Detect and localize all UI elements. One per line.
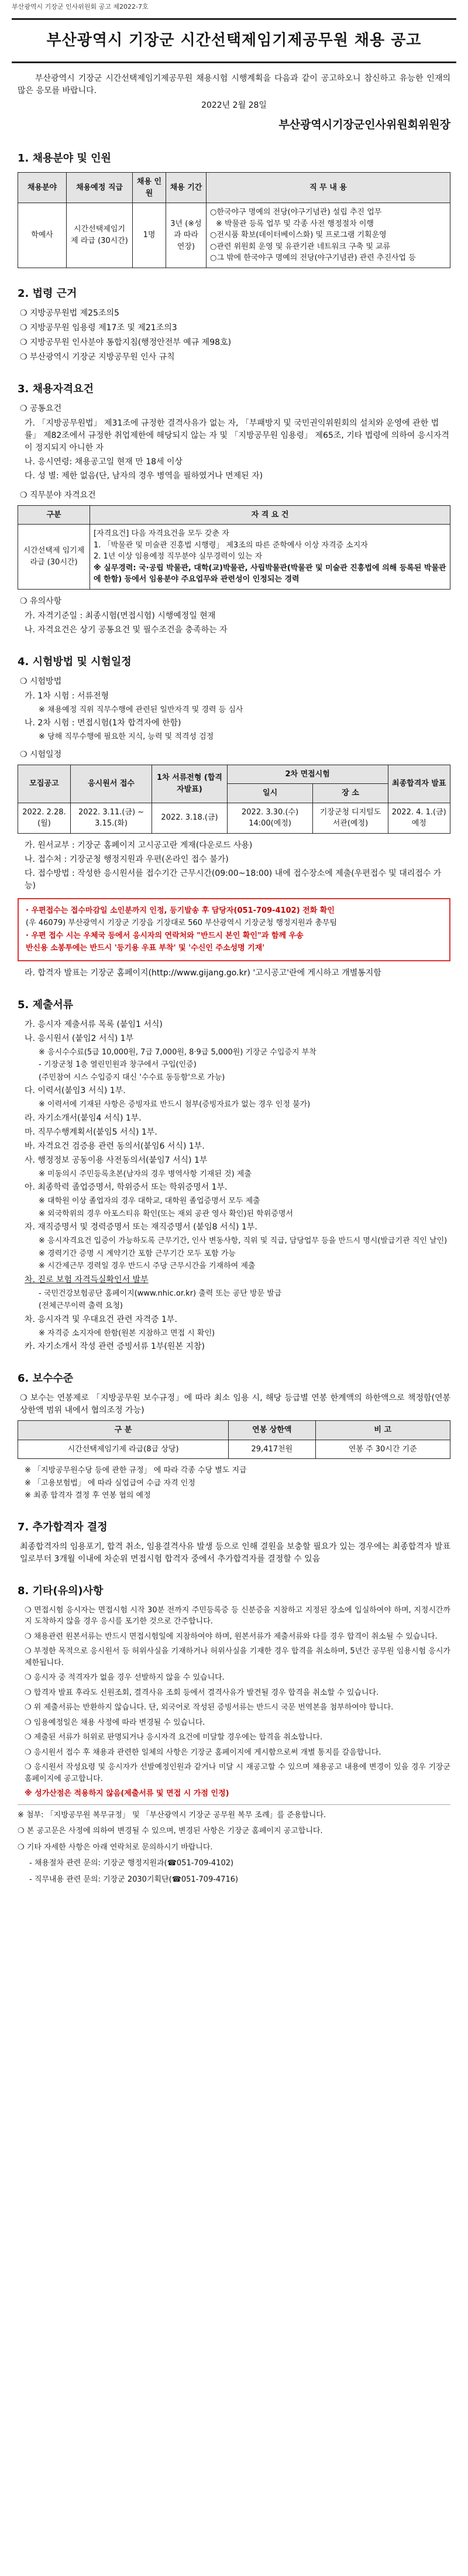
warn-line: 반신용 소봉투에는 반드시 '등기용 우표 부착' 및 '수신인 주소성명 기재' [26,944,265,953]
period-cell: 3년 (※성과 따라 연장) [166,203,207,268]
section-7-title: 7. 추가합격자 결정 [18,1520,108,1533]
notice-item: ❍ 응시자 중 적격자가 없을 경우 선발하지 않을 수 있습니다. [25,1673,225,1682]
field-cell: 학예사 [18,203,67,268]
salary-table [18,1420,450,1459]
result-notice: 라. 합격자 발표는 기장군 홈페이지(http://www.gijang.go.kr) '고시공고'란에 게시하고 개별통지함 [25,968,381,978]
duty-line: ○한국야구 명예의 전당(야구기념관) 설립 추진 업무 [210,208,382,217]
doc-note: ※ 자격증 소지자에 한함(원본 지참하고 면접 시 확인) [39,1328,215,1338]
intro-text: 부산광역시 기장군 시간선택제임기제공무원 채용시험 시행계획을 다음과 같이 공고하오니 참신하고 유능한 인재의 많은 응모를 바랍니다. [18,73,450,95]
method-note: ※ 채용예정 직위 직무수행에 관련된 일반자격 및 경력 등 심사 [39,705,243,714]
req-line: 2. 1년 이상 임용예정 직무분야 실무경력이 있는 자 [94,552,263,561]
apply-note: 가. 원서교부 : 기장군 홈페이지 고시공고란 게재(다운로드 사용) [25,840,253,850]
notice-item: ❍ 채용관련 원본서류는 반드시 면접시험일에 지참하여야 하며, 원본서류가 제출서류와 다를 경우 합격이 취소될 수 있습니다. [25,1632,438,1641]
duty-line: ○그 밖에 한국야구 명예의 전당(야구기념관) 관련 추진사업 등 [210,254,416,262]
notice-item: ❍ 위 제출서류는 반환하지 않습니다. 단, 외국어로 작성된 증빙서류는 반드시 국문 번역본을 첨부하여야 합니다. [25,1703,394,1712]
section-2-title: 2. 법령 근거 [18,287,77,300]
warn-line: (우 46079) 부산광역시 기장군 기장읍 기장대로 560 부산광역시 기장군청 행정지원과 총무팀 [26,919,338,927]
doc-note: (전체근무이력 출력 요청) [39,1301,123,1310]
schedule-cell: 2022. 3.11.(금) ~ 3.15.(화) [70,803,152,833]
section-4-title: 4. 시험방법 및 시험일정 [18,655,132,668]
rank-cell: 시간선택제임기제 라급 (30시간) [67,203,133,268]
footer-line: ※ 첨부: 「지방공무원 복무규정」 및 「부산광역시 기장군 공무원 복무 조례」를 준용합니다. [18,1804,450,1821]
col-header: 채용예정 직급 [67,173,133,203]
section-5-title: 5. 제출서류 [18,998,74,1011]
agency-name: 부산광역시기장군인사위원회위원장 [278,118,450,131]
law-item: ❍ 지방공무원 임용령 제17조 및 제21조의3 [20,323,177,333]
doc-item: 차. 진로 보험 자격득실확인서 발부 [25,1275,149,1284]
doc-note: ※ 응시자격요건 입증이 가능하도록 근무기간, 인사 변동사항, 직위 및 직급, 담당업무 등을 반드시 명시(발급기관 직인 날인) [39,1236,448,1245]
doc-header: 부산광역시 기장군 인사위원회 공고 제2022-7호 [12,3,149,11]
col-header: 모집공고 [18,765,71,803]
col-header: 구분 [18,505,90,525]
notice-item: ❍ 합격자 발표 후라도 신원조회, 결격사유 조회 등에서 결격사유가 발견될 경우 합격을 취소할 수 있습니다. [25,1688,379,1697]
method-item: 가. 1차 시험 : 서류전형 [25,691,109,701]
col-header: 연봉 상한액 [229,1421,315,1440]
doc-item: 마. 직무수행계획서(붙임5 서식) 1부. [25,1127,157,1137]
doc-item: 라. 자기소개서(붙임4 서식) 1부. [25,1113,142,1123]
req-line: [자격요건] 다음 자격요건을 모두 갖춘 자 [94,529,229,538]
doc-item: 카. 자기소개서 작성 관련 증빙서류 1부(원본 지참) [25,1342,205,1351]
doc-item: 자. 재직증명서 및 경력증명서 또는 재직증명서 (붙임8 서식) 1부. [25,1222,257,1232]
apply-note: 나. 접수처 : 기장군청 행정지원과 우편(온라인 접수 불가) [25,854,229,864]
salary-cell: 연봉 주 30시간 기준 [315,1440,450,1459]
common-req-title: ❍ 공통요건 [20,403,62,413]
law-item: ❍ 부산광역시 기장군 지방공무원 인사 규칙 [20,352,175,362]
contact-line: - 직무내용 관련 문의: 기장군 2030기획단(☎051-709-4716) [29,1875,239,1884]
method-item: 나. 2차 시험 : 면접시험(1차 합격자에 한함) [25,718,181,728]
doc-item: 다. 이력서(붙임3 서식) 1부. [25,1086,126,1095]
req-line: ※ 실무경력: 국·공립 박물관, 대학(교)박물관, 사립박물관(박물관 및 미술관 진흥법에 의해 등록된 박물관에 한함) 등에서 임용분야 주요업무와 관련성이 인정되는 경력 [94,563,446,584]
salary-cell: 시간선택제임기제 라급(8급 상당) [18,1440,229,1459]
req-detail-cell [90,525,450,590]
col-header: 직 무 내 용 [207,173,450,203]
doc-note: - 기장군청 1층 열린민원과 창구에서 구입(인증) [39,1060,197,1069]
doc-note: ※ 응시수수료(5급 10,000원, 7급 7,000원, 8·9급 5,000원) 기장군 수입증지 부착 [39,1047,316,1057]
salary-cell: 29,417천원 [229,1440,315,1459]
doc-note: ※ 이력서에 기재된 사항은 증빙자료 반드시 첨부(증빙자료가 없는 경우 인정 불가) [39,1100,311,1109]
notice-item: 가. 자격기준일 : 최종시험(면접시험) 시행예정일 현재 [25,611,216,621]
doc-note: - 국민건강보험공단 홈페이지(www.nhic.or.kr) 출력 또는 공단 방문 발급 [39,1289,282,1298]
doc-item: 사. 행정정보 공동이용 사전동의서(붙임7 서식) 1부 [25,1155,208,1165]
salary-note: ※ 「고용보험법」 에 따라 실업급여 수급 자격 인정 [25,1478,195,1488]
doc-note: ※ 대학원 이상 졸업자의 경우 대학교, 대학원 졸업증명서 모두 제출 [39,1197,260,1205]
col-header: 구 분 [18,1421,229,1440]
notice-item: ❍ 부정한 목적으로 응시원서 등 허위사실을 기재하거나 허위사실을 기재한 경우 합격을 취소하며, 5년간 공무원 임용시험 응시가 제한됩니다. [25,1647,450,1667]
col-header: 응시원서 접수 [70,765,152,803]
salary-text: ❍ 보수는 연봉제로 「지방공무원 보수규정」에 따라 최소 임용 시, 해당 등급별 연봉 한계액의 하한액으로 책정함(연봉 상한액 범위 내에서 협의조정 가능) [20,1393,450,1415]
doc-item: 가. 응시자 제출서류 목록 (붙임1 서식) [25,1019,163,1029]
col-header: 2차 면접시험 [227,765,388,784]
schedule-cell: 2022. 2.28.(월) [18,803,71,833]
contact-line: - 채용절차 관련 문의: 기장군 행정지원과(☎051-709-4102) [29,1859,234,1868]
doc-note: (주민참여 시스 수입증지 대신 '수수료 동등함'으로 가능) [39,1073,225,1082]
common-req: 가. 「지방공무원법」 제31조에 규정한 결격사유가 없는 자, 「부패방지 및 국민권익위원회의 설치와 운영에 관한 법률」 제82조에서 규정한 취업제한에 해당되지 않는 자 및 「지방공무원 임용령」 제65조, 기타 법령에 의하여 응시자격이 정지되지 아니한 자 [25,418,449,453]
doc-item: 나. 응시원서 (붙임2 서식) 1부 [25,1033,134,1043]
schedule-cell: 2022. 3.30.(수) 14:00(예정) [227,803,313,833]
col-header: 채용분야 [18,173,67,203]
mail-warning-box [18,898,450,961]
warn-line: · 우편 접수 시는 우체국 등에서 응시자의 연락처와 "반드시 본인 확인"과 함께 우송 [26,931,304,940]
sub-header: 일시 [227,784,313,803]
schedule-cell: 2022. 3.18.(금) [152,803,227,833]
notice-item: ❍ 면접시험 응시자는 면접시험 시작 30분 전까지 주민등록증 등 신분증을 지참하고 지정된 장소에 입실하여야 하며, 지정시간까지 도착하지 않을 경우 응시를 포기한 것으로 간주합니다. [25,1605,450,1626]
notice-list [12,1605,456,1800]
sub-header: 장 소 [313,784,388,803]
law-item: ❍ 지방공무원법 제25조의5 [20,308,119,318]
notice-item: ※ 성가산점은 적용하지 않음(제출서류 및 면접 시 가점 인정) [25,1789,229,1798]
req-field-cell: 시간선택제 임기제 라급 (30시간) [18,525,90,590]
footer-line: ❍ 본 공고문은 사정에 의하여 변경될 수 있으며, 변경된 사항은 기장군 홈페이지 공고합니다. [18,1827,323,1835]
doc-item: 바. 자격요건 검증용 관련 동의서(붙임6 서식) 1부. [25,1141,205,1151]
method-note: ※ 당해 직무수행에 필요한 지식, 능력 및 적격성 검정 [39,732,214,741]
section-1-title: 1. 채용분야 및 인원 [18,152,111,165]
duty-line: ○전시품 확보(데이터베이스화) 및 프로그램 기획운영 [210,231,387,239]
job-req-title: ❍ 직무분야 자격요건 [20,490,96,500]
count-cell: 1명 [133,203,166,268]
salary-note: ※ 「지방공무원수당 등에 관한 규정」 에 따라 각종 수당 별도 지급 [25,1466,247,1475]
schedule-title: ❍ 시험일정 [20,749,62,759]
duty-line: ○관련 위원회 운영 및 유관기관 네트워크 구축 및 교류 [210,242,391,251]
additional-pass-text: 최종합격자의 임용포기, 합격 취소, 임용결격사유 발생 등으로 인해 결원을 보충할 필요가 있는 경우에는 최종합격자 발표일로부터 3개월 이내에 차순위 면접시험 합격자 중에서 추가합격자를 결정할 수 있음 [20,1542,450,1564]
section-6-title: 6. 보수수준 [18,1372,74,1385]
common-req: 나. 응시연령: 채용공고일 현재 만 18세 이상 [25,457,183,467]
footer-line: ❍ 기타 자세한 사항은 아래 연락처로 문의하시기 바랍니다. [18,1842,213,1852]
doc-note: ※ 외국학위의 경우 아포스티유 확인(또는 재외 공관 영사 확인)된 학위증명서 [39,1209,293,1218]
announce-date: 2022년 2월 28일 [201,100,267,110]
req-line: 1. 「박물관 및 미술관 진흥법 시행령」 제3조의 따른 준학예사 이상 자격증 소지자 [94,540,368,550]
schedule-cell: 기장군청 디지털도서관(예정) [313,803,388,833]
col-header: 채용 인원 [133,173,166,203]
doc-note: ※ 미동의시 주민등록초본(남자의 경우 병역사항 기재된 것) 제출 [39,1169,252,1179]
duty-line: ※ 박물관 등록 업무 및 각종 사전 행정절차 이행 [216,219,374,228]
method-title: ❍ 시험방법 [20,676,62,686]
doc-note: ※ 시간제근무 경력일 경우 반드시 주당 근무시간을 기재하여 제출 [39,1262,256,1270]
recruit-table [18,172,450,268]
doc-note: ※ 경력기간 증명 시 계약기간 포함 근무기간 모두 포함 가능 [39,1249,236,1258]
salary-note: ※ 최종 합격자 결정 후 연봉 협의 예정 [25,1491,151,1500]
apply-note: 다. 접수방법 : 작성한 응시원서를 접수기간 근무시간(09:00~18:00) 내에 접수장소에 제출(우편접수 및 대리접수 가능) [25,868,442,890]
schedule-table [18,765,450,834]
col-header: 채용 기간 [166,173,207,203]
schedule-cell: 2022. 4. 1.(금) 예정 [388,803,450,833]
doc-item: 차. 응시자격 및 우대요건 관련 자격증 1부. [25,1314,177,1324]
col-header: 자 격 요 건 [90,505,450,525]
notice-item: ❍ 임용예정일은 채용 사정에 따라 변경될 수 있습니다. [25,1718,205,1727]
notice-item: ❍ 응시원서 작성요령 및 응시자가 선발예정인원과 같거나 미달 시 재공고할 수 있으며 채용공고 내용에 변경이 있을 경우 기장군 홈페이지에 공고합니다. [25,1763,450,1783]
section-3-title: 3. 채용자격요건 [18,382,94,395]
section-8-title: 8. 기타(유의)사항 [18,1584,104,1597]
notice-item: ❍ 응시원서 접수 후 채용과 관련한 일체의 사항은 기장군 홈페이지에 게시함으로써 개별 통지를 갈음합니다. [25,1748,381,1757]
warn-line: · 우편접수는 접수마감일 소인분까지 인정, 등기발송 후 담당자(051-709-4102) 전화 확인 [26,906,335,915]
notice-item: 나. 자격요건은 상기 공통요건 및 필수조건을 충족하는 자 [25,625,228,635]
col-header: 비 고 [315,1421,450,1440]
notice-item: ❍ 제출된 서류가 허위로 판명되거나 응시자격 요건에 미달할 경우에는 합격을 취소합니다. [25,1733,323,1742]
notice-title: ❍ 유의사항 [20,596,62,606]
page-title: 부산광역시 기장군 시간선택제임기제공무원 채용 공고 [12,18,456,63]
doc-item: 아. 최종학력 졸업증명서, 학위증서 또는 학위증명서 1부. [25,1183,228,1192]
law-item: ❍ 지방공무원 인사분야 통합지침(행정안전부 예규 제98호) [20,337,232,347]
col-header: 최종합격자 발표 [388,765,450,803]
col-header: 1차 서류전형 (합격자발표) [152,765,227,803]
common-req: 다. 성 별: 제한 없음(단, 남자의 경우 병역을 필하였거나 면제된 자) [25,471,263,481]
duties-cell [207,203,450,268]
requirement-table [18,505,450,590]
